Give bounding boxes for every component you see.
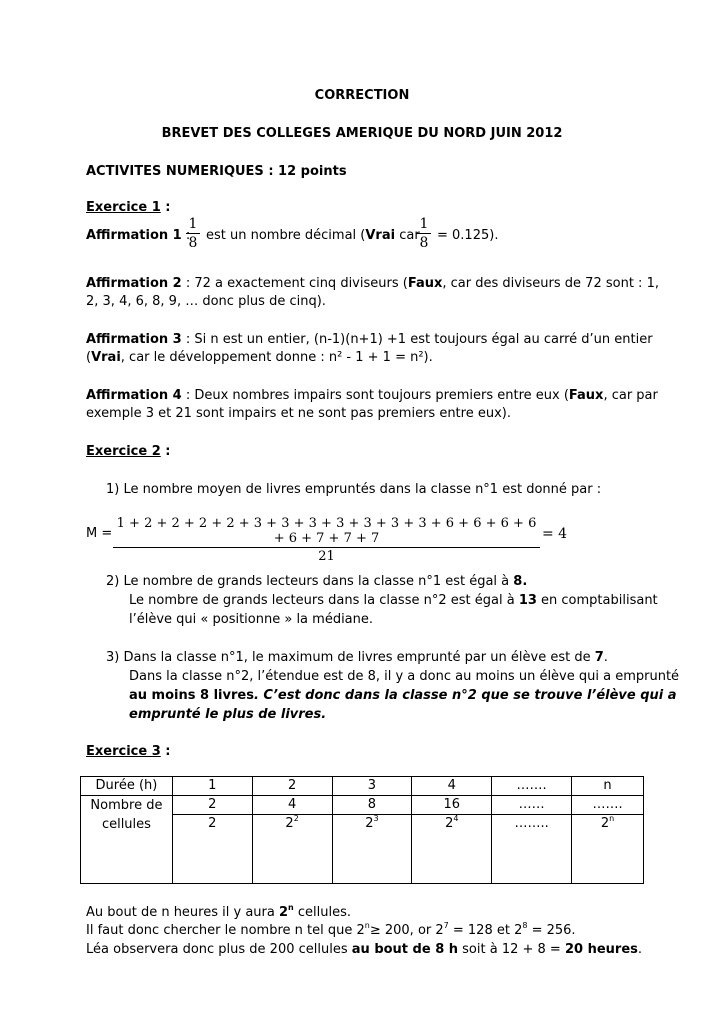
table-row-label: Nombre de cellules [81, 796, 173, 884]
question-2-line3: l’élève qui « positionne » la médiane. [129, 612, 374, 627]
cells-table [80, 776, 644, 884]
exercise-3-heading: Exercice 3 : [86, 744, 171, 759]
table-cell: …….. [492, 815, 572, 884]
affirmation-4: Affirmation 4 : Deux nombres impairs sont toujours premiers entre eux (Faux, car par [86, 388, 658, 403]
table-cell: …… [492, 796, 572, 815]
question-2-line2: Le nombre de grands lecteurs dans la classe n°2 est égal à 13 en comptabilisant [129, 593, 658, 608]
table-cell: n [572, 777, 644, 796]
table-cell: 2$^n$ [572, 815, 644, 884]
table-cell: 2 [172, 796, 252, 815]
conclusion-line-2: Il faut donc chercher le nombre n tel que $2^n\ge 200$, or $2^7 = 128$ et $2^8 = 256$. [86, 921, 576, 938]
table-cell: 16 [412, 796, 492, 815]
affirmation-1: Affirmation 1 : [86, 228, 191, 243]
exercise-2-heading: Exercice 2 : [86, 444, 171, 459]
exercise-1-heading: Exercice 1 : [86, 200, 171, 215]
conclusion-line-3: Léa observera donc plus de 200 cellules au bout de 8 h soit à 12 + 8 = 20 heures. [86, 942, 643, 957]
question-2: 2) Le nombre de grands lecteurs dans la classe n°1 est égal à 8. [106, 574, 528, 589]
table-cell: Durée (h) [81, 777, 173, 796]
conclusion-line-1: Au bout de n heures il y aura 2$^n$ cellules. [86, 903, 351, 920]
table-cell: ……. [572, 796, 644, 815]
table-cell: 4 [252, 796, 332, 815]
table-row [81, 777, 644, 796]
fraction-one-eighth-2: 1 8 [417, 216, 431, 251]
table-cell: 8 [332, 796, 412, 815]
table-cell: $2^3$ [332, 815, 412, 884]
mean-fraction: 1 + 2 + 2 + 2 + 2 + 3 + 3 + 3 + 3 + 3 + 3 + 3 + 6 + 6 + 6 + 6 + 6 + 7 + 7 + 7 21 [113, 516, 540, 564]
fraction-one-eighth: 1 8 [186, 216, 200, 251]
table-cell: 3 [332, 777, 412, 796]
question-1: 1) Le nombre moyen de livres empruntés dans la classe n°1 est donné par : [106, 482, 602, 497]
affirmation-2: Affirmation 2 : 72 a exactement cinq diviseurs (Faux, car des diviseurs de 72 sont : 1, [86, 276, 659, 291]
mean-result: = 4 [542, 526, 568, 542]
affirmation-3-line2: (Vrai, car le développement donne : n² - 1 + 1 = n²). [86, 350, 433, 365]
page-subtitle: BREVET DES COLLEGES AMERIQUE DU NORD JUIN 2012 [161, 126, 563, 141]
table-cell: ……. [492, 777, 572, 796]
affirmation-1-text: est un nombre décimal (Vrai car [206, 228, 420, 243]
affirmation-1-end: = 0.125). [437, 228, 499, 243]
affirmation-3: Affirmation 3 : Si n est un entier, (n-1)(n+1) +1 est toujours égal au carré d’un entier [86, 332, 653, 347]
affirmation-2-line2: 2, 3, 4, 6, 8, 9, … donc plus de cinq). [86, 294, 326, 309]
table-cell: 2 [252, 777, 332, 796]
question-3-line2: Dans la classe n°2, l’étendue est de 8, il y a donc au moins un élève qui a emprunté [129, 669, 680, 684]
affirmation-4-line2: exemple 3 et 21 sont impairs et ne sont pas premiers entre eux). [86, 406, 511, 421]
question-3-line4: emprunté le plus de livres. [129, 707, 327, 722]
table-cell: 4 [412, 777, 492, 796]
table-cell: 2 [172, 815, 252, 884]
table-cell: $2^2$ [252, 815, 332, 884]
section-heading: ACTIVITES NUMERIQUES : 12 points [86, 164, 347, 179]
page-title: CORRECTION [314, 88, 410, 103]
mean-label: M = [86, 526, 113, 541]
table-row [81, 796, 644, 815]
question-3-line3: au moins 8 livres. C’est donc dans la classe n°2 que se trouve l’élève qui a [129, 688, 677, 703]
table-cell: 1 [172, 777, 252, 796]
question-3: 3) Dans la classe n°1, le maximum de livres emprunté par un élève est de 7. [106, 650, 608, 665]
table-cell: $2^4$ [412, 815, 492, 884]
